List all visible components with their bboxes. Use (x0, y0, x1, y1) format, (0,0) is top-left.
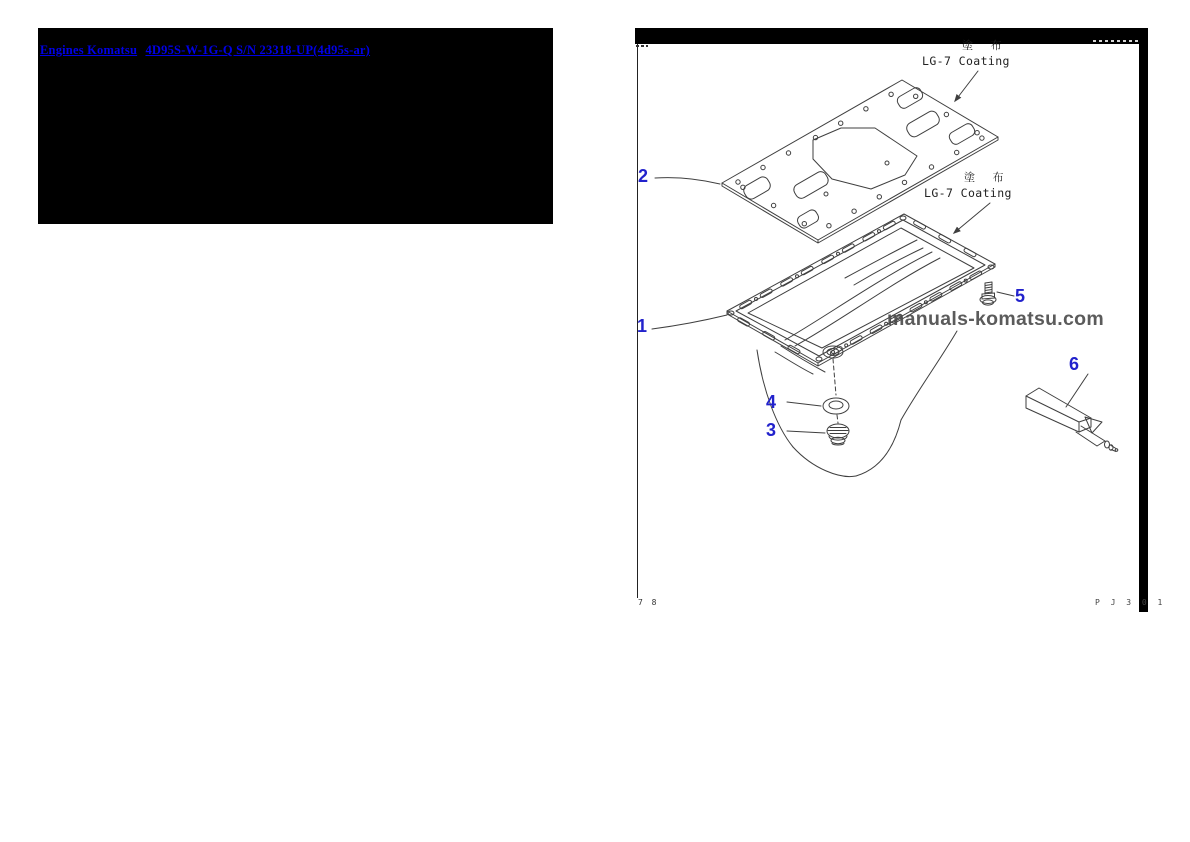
link-engine-model[interactable]: 4D95S-W-1G-Q S/N 23318-UP(4d95s-ar) (145, 43, 371, 57)
figure-code: P J 3 0 1 (1095, 598, 1166, 607)
pan-body (757, 331, 957, 477)
pan-rim-slots (737, 220, 982, 356)
callout-5-bolt[interactable]: 5 (1015, 286, 1026, 306)
callout-4-washer[interactable]: 4 (766, 392, 777, 412)
gasket-bolt-holes (736, 92, 984, 228)
coating-label-en-mid: LG-7 Coating (924, 186, 1012, 200)
page-number-mark: 7 8 (638, 598, 659, 607)
link-engines-komatsu[interactable]: Engines Komatsu (40, 43, 138, 57)
callout-6-gauge-guide[interactable]: 6 (1069, 354, 1080, 374)
coating-label-jp-top: 塗 布 (962, 39, 1009, 52)
breadcrumb (40, 43, 370, 58)
diagram-panel (635, 28, 1166, 612)
callout-3-drain-plug[interactable]: 3 (766, 420, 777, 440)
gasket-drawing (722, 80, 998, 243)
bolt-drawing (980, 282, 996, 305)
coating-label-jp-mid: 塗 布 (964, 171, 1011, 184)
callout-1-oil-pan[interactable]: 1 (637, 316, 648, 336)
watermark: manuals-komatsu.com (887, 308, 1105, 330)
coating-label-en-top: LG-7 Coating (922, 54, 1010, 68)
header-banner (38, 28, 553, 224)
pan-ribs (775, 240, 940, 374)
washer-drawing (823, 398, 849, 414)
drain-plug-drawing (827, 424, 849, 445)
callout-2-gasket[interactable]: 2 (638, 166, 649, 186)
